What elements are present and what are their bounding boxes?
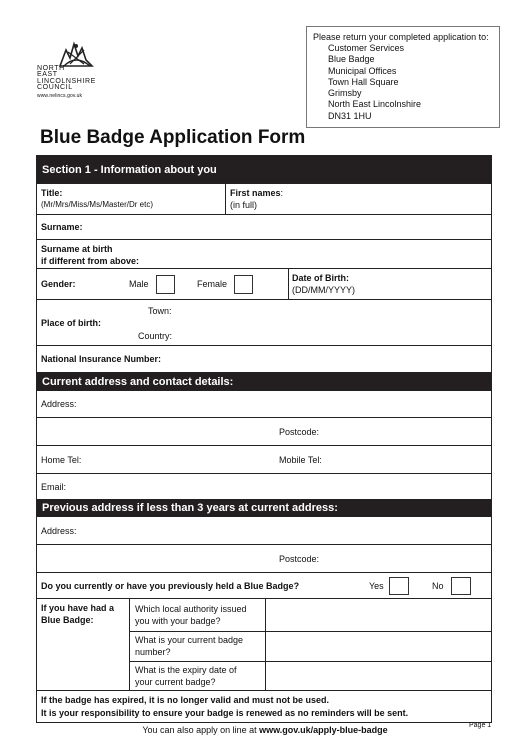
title-hint: (Mr/Mrs/Miss/Ms/Master/Dr etc) xyxy=(41,200,153,209)
apply-online-link[interactable]: www.gov.uk/apply-blue-badge xyxy=(259,725,388,735)
previous-postcode-row xyxy=(37,545,491,573)
badge-notes xyxy=(37,691,491,722)
postcode-field[interactable] xyxy=(329,421,487,443)
issuing-authority-question-sub: you with your badge? xyxy=(135,616,221,626)
section-1-header xyxy=(37,156,491,184)
address-label: Address: xyxy=(41,399,77,409)
surname-label: Surname: xyxy=(41,222,83,232)
issuing-authority-question: Which local authority issued xyxy=(135,604,247,614)
home-tel-label: Home Tel: xyxy=(41,455,82,465)
expiry-date-field[interactable] xyxy=(267,663,487,689)
page-title: Blue Badge Application Form xyxy=(40,127,306,148)
no-label: No xyxy=(432,581,444,591)
council-logo xyxy=(36,36,108,108)
return-address-title: Please return your completed application to: xyxy=(313,32,489,42)
yes-label: Yes xyxy=(369,581,384,591)
council-name xyxy=(37,66,96,92)
return-address-lines xyxy=(313,43,493,122)
blue-badge-question: Do you currently or have you previously held a Blue Badge? xyxy=(41,581,300,591)
logo-line: COUNCIL xyxy=(37,84,73,92)
telephone-row xyxy=(37,446,491,474)
female-label: Female xyxy=(197,279,228,289)
badge-number-question: What is your current badge xyxy=(135,635,244,645)
divider xyxy=(288,269,289,299)
renewal-note: It is your responsibility to ensure your badge is renewed as no reminders will be sent. xyxy=(41,708,409,718)
first-names-colon: : xyxy=(280,188,284,198)
current-address-title: Current address and contact details: xyxy=(42,375,234,388)
surname-at-birth-label: Surname at birth xyxy=(41,244,113,254)
surname-at-birth-row[interactable] xyxy=(37,240,491,269)
previous-postcode-field[interactable] xyxy=(329,548,487,570)
current-address-header xyxy=(37,373,491,391)
if-had-badge-label: If you have had a xyxy=(41,603,115,613)
logo-line: LINCOLNSHIRE xyxy=(37,77,96,85)
divider xyxy=(129,599,130,690)
email-row[interactable] xyxy=(37,474,491,500)
surname-at-birth-sub: if different from above: xyxy=(41,256,140,266)
current-address-row[interactable] xyxy=(37,391,491,418)
first-names-label: First names xyxy=(230,188,281,198)
ni-number-label: National Insurance Number: xyxy=(41,354,162,364)
place-of-birth-label: Place of birth: xyxy=(41,318,102,328)
page-number: Page 1 xyxy=(469,722,492,729)
footer xyxy=(0,725,530,735)
first-names-hint: (in full) xyxy=(230,200,258,210)
previous-address-label: Address: xyxy=(41,526,77,536)
postcode-label: Postcode: xyxy=(279,427,320,437)
yes-checkbox[interactable] xyxy=(389,577,409,595)
country-label: Country: xyxy=(138,331,173,341)
divider xyxy=(129,661,491,662)
section-1-title: Section 1 - Information about you xyxy=(42,163,217,176)
ni-number-row[interactable] xyxy=(37,346,491,373)
email-label: Email: xyxy=(41,482,67,492)
dob-field[interactable] xyxy=(377,271,487,297)
expired-badge-note: If the badge has expired, it is no longer valid and must not be used. xyxy=(41,695,330,705)
male-checkbox[interactable] xyxy=(156,275,175,294)
if-had-badge-sub: Blue Badge: xyxy=(41,615,94,625)
divider xyxy=(129,631,491,632)
return-address-line: Customer Services xyxy=(328,43,405,53)
return-address-line: DN31 1HU xyxy=(328,110,372,121)
previous-badge-section xyxy=(37,599,491,691)
previous-address-title: Previous address if less than 3 years at current address: xyxy=(42,502,338,514)
logo-line: EAST xyxy=(37,71,58,79)
gender-dob-row xyxy=(37,269,491,300)
place-of-birth-row xyxy=(37,300,491,346)
current-postcode-row xyxy=(37,418,491,446)
mobile-tel-field[interactable] xyxy=(335,449,487,471)
expiry-date-question-sub: your current badge? xyxy=(135,677,216,687)
town-label: Town: xyxy=(148,306,172,316)
council-url: www.nelincs.gov.uk xyxy=(37,93,83,99)
town-field[interactable] xyxy=(182,303,487,319)
mobile-tel-label: Mobile Tel: xyxy=(279,455,322,465)
first-names-field[interactable] xyxy=(282,186,487,212)
return-address-line: North East Lincolnshire xyxy=(328,99,422,110)
return-address-line: Town Hall Square xyxy=(328,76,399,87)
expiry-date-question: What is the expiry date of xyxy=(135,665,237,675)
gender-label: Gender: xyxy=(41,279,76,289)
issuing-authority-field[interactable] xyxy=(267,601,487,629)
dob-hint: (DD/MM/YYYY) xyxy=(292,285,355,295)
divider xyxy=(265,599,266,690)
return-address-line: Blue Badge xyxy=(328,54,375,65)
first-names-label-wrap xyxy=(230,188,283,198)
male-label: Male xyxy=(129,279,149,289)
no-checkbox[interactable] xyxy=(451,577,471,595)
female-checkbox[interactable] xyxy=(234,275,253,294)
surname-row[interactable] xyxy=(37,215,491,240)
home-tel-field[interactable] xyxy=(92,449,272,471)
previous-postcode-label: Postcode: xyxy=(279,554,320,564)
dob-label: Date of Birth: xyxy=(292,273,349,283)
application-form xyxy=(36,155,492,723)
badge-number-question-sub: number? xyxy=(135,647,171,657)
return-address-line: Municipal Offices xyxy=(328,65,397,76)
divider xyxy=(225,184,226,214)
title-row xyxy=(37,184,491,215)
badge-number-field[interactable] xyxy=(267,633,487,659)
country-field[interactable] xyxy=(182,327,487,343)
title-label: Title: xyxy=(41,188,63,198)
return-address-box xyxy=(306,26,500,128)
blue-badge-question-row xyxy=(37,573,491,599)
previous-address-header xyxy=(37,500,491,517)
return-address-line: Grimsby xyxy=(328,88,362,99)
footer-text: You can also apply on line at xyxy=(142,725,260,735)
logo-line: NORTH xyxy=(37,65,65,72)
previous-address-row[interactable] xyxy=(37,517,491,545)
